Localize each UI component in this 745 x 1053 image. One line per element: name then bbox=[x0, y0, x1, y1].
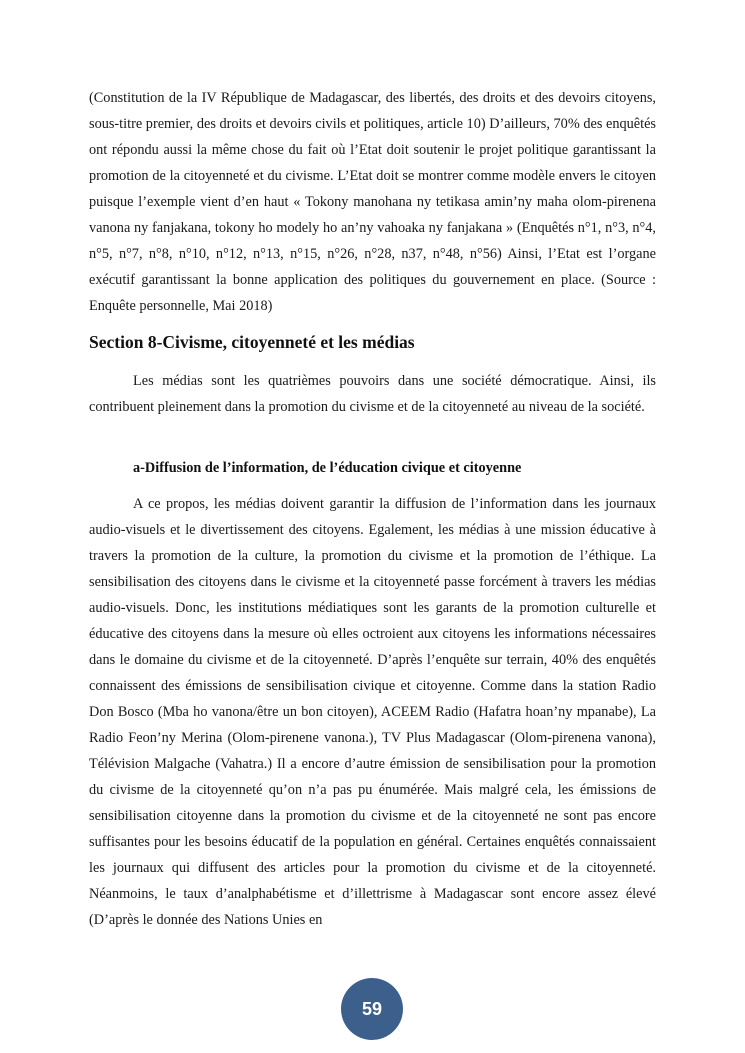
page-number-badge bbox=[341, 978, 403, 1040]
subsection-heading: a-Diffusion de l’information, de l’éducation civique et citoyenne bbox=[133, 460, 522, 476]
body-paragraph-1: (Constitution de la IV République de Madagascar, des libertés, des droits et des devoirs citoyens, sous-titre premier, des droits et devoirs civils et politiques, article 10) D’ailleurs, 70% des enquêtés ont répondu aussi la même chose du fait où l’Etat doit soutenir le projet politique garantissant la promotion de la citoyenneté et du civisme. L’Etat doit se montrer comme modèle envers le citoyen puisque l’exemple vient d’en haut « Tokony manohana ny tetikasa amin’ny maha olom-pirenena vanona ny fanjakana, tokony ho modely ho an’ny vahoaka ny fanjakana » (Enquêtés n°1, n°3, n°4, n°5, n°7, n°8, n°10, n°12, n°13, n°15, n°26, n°28, n37, n°48, n°56) Ainsi, l’Etat est l’organe exécutif garantissant la bonne application des politiques du gouvernement en place. (Source : Enquête personnelle, Mai 2018) bbox=[89, 90, 656, 314]
body-paragraph-2: Les médias sont les quatrièmes pouvoirs dans une société démocratique. Ainsi, ils contribuent pleinement dans la promotion du civisme et de la citoyenneté au niveau de la société. bbox=[89, 373, 656, 415]
page-number: 59 bbox=[361, 998, 383, 1019]
body-paragraph-3: A ce propos, les médias doivent garantir la diffusion de l’information dans les journaux audio-visuels et le divertissement des citoyens. Egalement, les médias à une mission éducative à travers la promotion de la culture, la promotion du civisme et la promotion de l’éthique. La sensibilisation des citoyens dans le civisme et la citoyenneté passe forcément à travers les médias audio-visuels. Donc, les institutions médiatiques sont les garants de la promotion culturelle et éducative des citoyens dans la mesure où elles octroient aux citoyens les informations nécessaires dans le domaine du civisme et de la citoyenneté. D’après l’enquête sur terrain, 40% des enquêtés connaissent des émissions de sensibilisation civique et citoyenne. Comme dans la station Radio Don Bosco (Mba ho vanona/être un bon citoyen), ACEEM Radio (Hafatra hoan’ny mpanabe), La Radio Feon’ny Merina (Olom-pirenene vanona.), TV Plus Madagascar (Olom-pirenena vanona), Télévision Malgache (Vahatra.) Il a encore d’autre émission de sensibilisation pour la promotion du civisme de la citoyenneté qu’on n’a pas pu énumérée. Mais malgré cela, les émissions de sensibilisation citoyenne dans la promotion du civisme et de la citoyenneté ne sont pas encore suffisantes pour les besoins éducatif de la population en général. Certaines enquêtés connaissaient les journaux qui diffusent des articles pour la promotion du civisme et de la citoyenneté. Néanmoins, le taux d’analphabétisme et d’illettrisme à Madagascar sont encore assez élevé (D’après le donnée des Nations Unies en bbox=[89, 496, 656, 928]
section-heading: Section 8-Civisme, citoyenneté et les médias bbox=[89, 332, 415, 352]
